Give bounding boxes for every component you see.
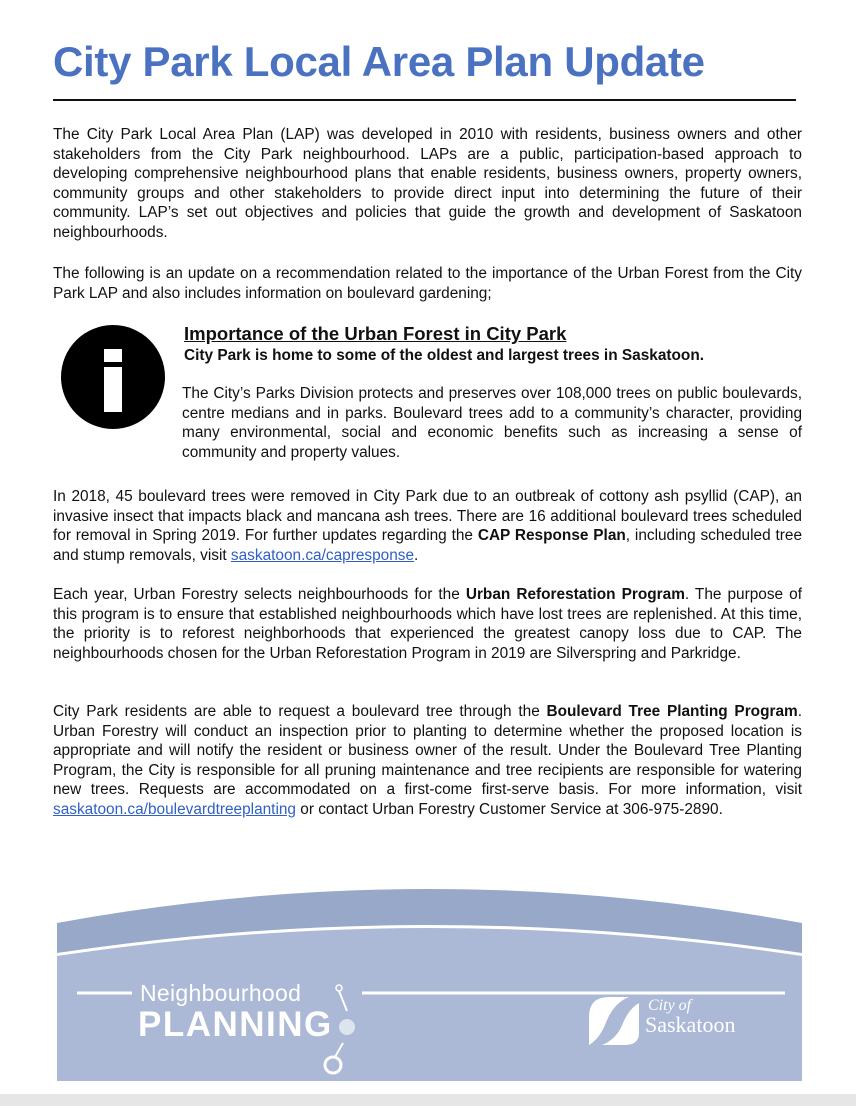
capresponse-link[interactable]: saskatoon.ca/capresponse xyxy=(230,546,415,564)
cap-paragraph xyxy=(53,487,802,565)
info-icon-stem xyxy=(104,367,122,412)
title-divider xyxy=(53,99,796,101)
boulevardtreeplanting-link[interactable]: saskatoon.ca/boulevardtreeplanting xyxy=(53,800,296,818)
info-icon-dot xyxy=(104,349,122,362)
neighbourhood-planning-logo-line1: Neighbourhood xyxy=(140,980,302,1006)
planting-paragraph xyxy=(53,702,802,820)
reforestation-text-end: . The purpose of this program is to ensure that established neighbourhoods which have lost trees are replenished. At this time, the priority is to reforest neighborhoods that experienced the greatest canopy loss due to CAP. The neighbourhoods chosen for the Urban Reforestation Program in 2019 are Silverspring and Parkridge. xyxy=(53,586,802,662)
planting-text-end: or contact Urban Forestry Customer Service at 306-975-2890. xyxy=(296,800,723,818)
planting-text: City Park residents are able to request a boulevard tree through the xyxy=(53,703,547,720)
planting-text-middle: . Urban Forestry will conduct an inspection prior to planting to determine whether the proposed location is appropriate and will notify the resident or business owner of the result. Under the Boulevard Tree Planting Program, the City is responsible for all pruning maintenance and tree recipients are responsible for watering new trees. Requests are accommodated on a first-come first-serve basis. For more information, visit xyxy=(53,703,802,799)
page-title: City Park Local Area Plan Update xyxy=(53,38,705,85)
intro-paragraph-1: The City Park Local Area Plan (LAP) was developed in 2010 with residents, business owners and other stakeholders from the City Park neighbourhood. LAPs are a public, participation-based approach to developing comprehensive neighbourhood plans that enable residents, business owners, property owners, community groups and other stakeholders to provide direct input into determining the future of their community. LAP’s set out objectives and policies that guide the growth and development of Saskatoon neighbourhoods. xyxy=(53,126,802,241)
cap-response-plan-label: CAP Response Plan xyxy=(477,527,626,545)
reforestation-text: Each year, Urban Forestry selects neighbourhoods for the xyxy=(53,586,466,603)
info-icon xyxy=(61,325,165,429)
neighbourhood-planning-logo-line2: PLANNING xyxy=(138,1005,333,1044)
boulevard-tree-planting-program-label: Boulevard Tree Planting Program xyxy=(546,703,798,720)
viewer-bottom-edge xyxy=(0,1094,856,1106)
cap-text-end: . xyxy=(414,546,419,564)
cap-text-middle: , including scheduled tree and stump removals, visit xyxy=(53,527,803,564)
intro-paragraph-2: The following is an update on a recommendation related to the importance of the Urban Forest from the City Park LAP and also includes information on boulevard gardening; xyxy=(53,265,802,302)
cap-text: In 2018, 45 boulevard trees were removed in City Park due to an outbreak of cottony ash psyllid (CAP), an invasive insect that impacts black and mancana ash trees. There are 16 additional boulevard trees scheduled for removal in Spring 2019. For further updates regarding the xyxy=(53,488,802,545)
reforestation-paragraph xyxy=(53,585,802,663)
section-heading: Importance of the Urban Forest in City Park xyxy=(184,323,567,344)
city-of-saskatoon-logo-line2: Saskatoon xyxy=(645,1012,736,1037)
city-of-saskatoon-logo-line1: City of xyxy=(648,997,692,1014)
urban-reforestation-program-label: Urban Reforestation Program xyxy=(465,586,685,603)
section-body: The City’s Parks Division protects and preserves over 108,000 trees on public boulevards, centre medians and in parks. Boulevard trees add to a community’s character, providing many environmental, social and economic benefits such as increasing a sense of community and property values. xyxy=(182,385,802,461)
section-subheading: City Park is home to some of the oldest and largest trees in Saskatoon. xyxy=(184,347,704,364)
